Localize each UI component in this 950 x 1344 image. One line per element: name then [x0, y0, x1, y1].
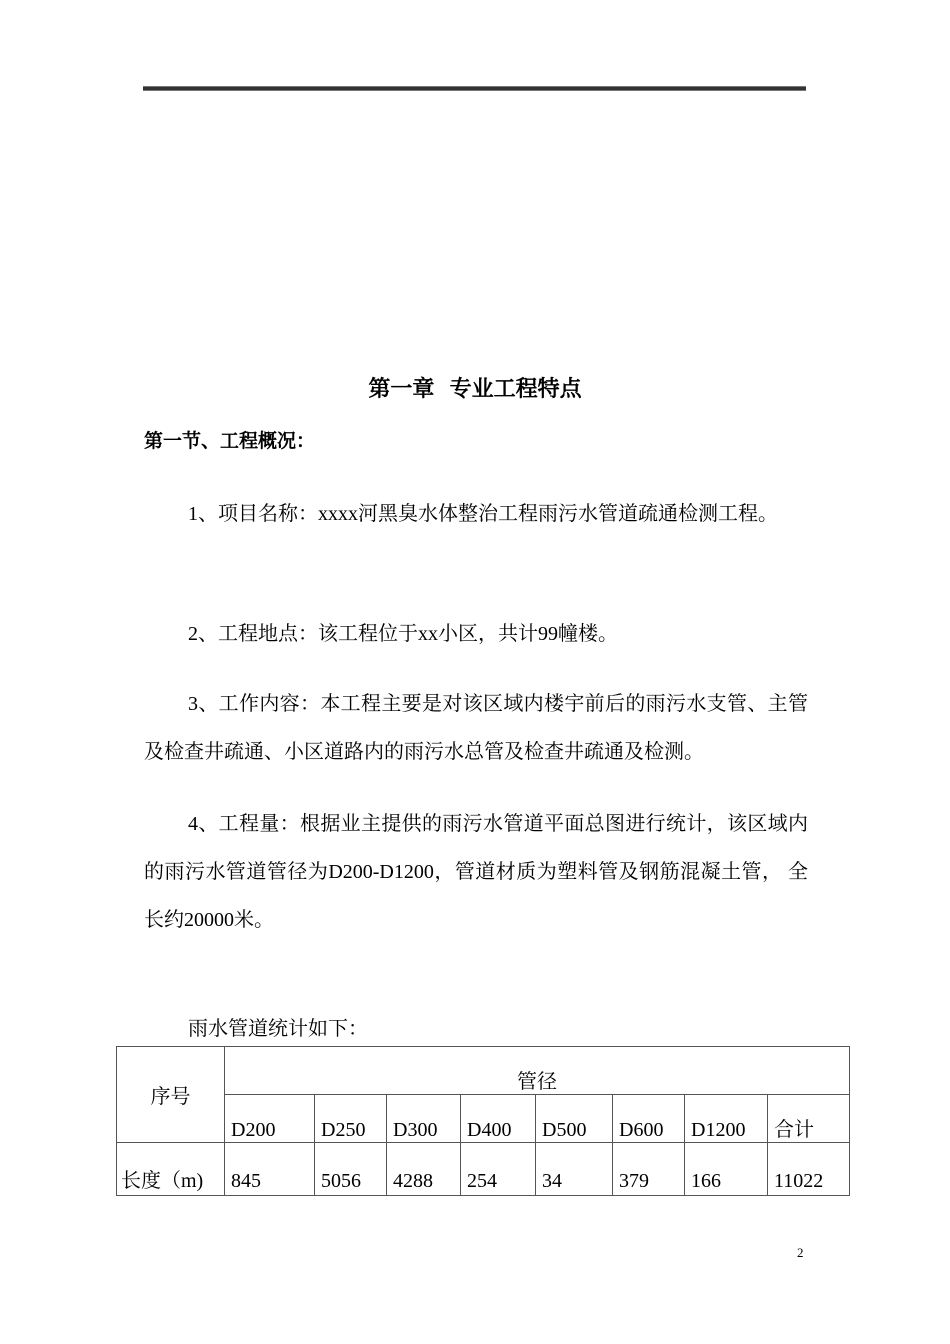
column-header: D300	[387, 1095, 461, 1143]
diameter-group-header: 管径	[225, 1047, 850, 1095]
section-title: 第一节、工程概况：	[144, 430, 316, 452]
chapter-title: 第一章 专业工程特点	[368, 377, 582, 402]
rain-pipe-stats-table	[116, 1046, 850, 1196]
column-header: D200	[225, 1095, 315, 1143]
table-cell: 379	[613, 1143, 685, 1196]
paragraph-text: 雨水管道统计如下：	[188, 1018, 368, 1040]
table-cell: 34	[536, 1143, 613, 1196]
column-header: D500	[536, 1095, 613, 1143]
row-label: 长度（m)	[117, 1143, 225, 1196]
table-cell: 5056	[315, 1143, 387, 1196]
table-cell: 166	[685, 1143, 768, 1196]
seq-header-cell: 序号	[117, 1047, 225, 1143]
column-header-total: 合计	[768, 1095, 850, 1143]
table-cell: 254	[461, 1143, 536, 1196]
page-number: 2	[797, 1245, 804, 1260]
table-cell: 4288	[387, 1143, 461, 1196]
paragraph-quantity	[144, 800, 808, 944]
column-header: D1200	[685, 1095, 768, 1143]
table-cell-total: 11022	[768, 1143, 850, 1196]
table-subheader-row	[117, 1095, 850, 1143]
paragraph-project-name	[144, 490, 808, 538]
table-row	[117, 1143, 850, 1196]
table-header-row	[117, 1047, 850, 1095]
paragraph-work-content	[144, 680, 808, 776]
header-rule	[143, 86, 806, 91]
table-cell: 845	[225, 1143, 315, 1196]
paragraph-text: 4、工程量：根据业主提供的雨污水管道平面总图进行统计，该区域内的雨污水管道管径为D200-D1200，管道材质为塑料管及钢筋混凝土管， 全长约20000米。	[144, 813, 808, 931]
column-header: D600	[613, 1095, 685, 1143]
paragraph-project-location	[144, 610, 808, 658]
paragraph-text: 1、项目名称：xxxx河黑臭水体整治工程雨污水管道疏通检测工程。	[188, 503, 778, 525]
column-header: D400	[461, 1095, 536, 1143]
paragraph-text: 2、工程地点：该工程位于xx小区，共计99幢楼。	[188, 623, 618, 645]
paragraph-text: 3、工作内容：本工程主要是对该区域内楼宇前后的雨污水支管、主管及检查井疏通、小区道路内的雨污水总管及检查井疏通及检测。	[144, 693, 808, 763]
column-header: D250	[315, 1095, 387, 1143]
